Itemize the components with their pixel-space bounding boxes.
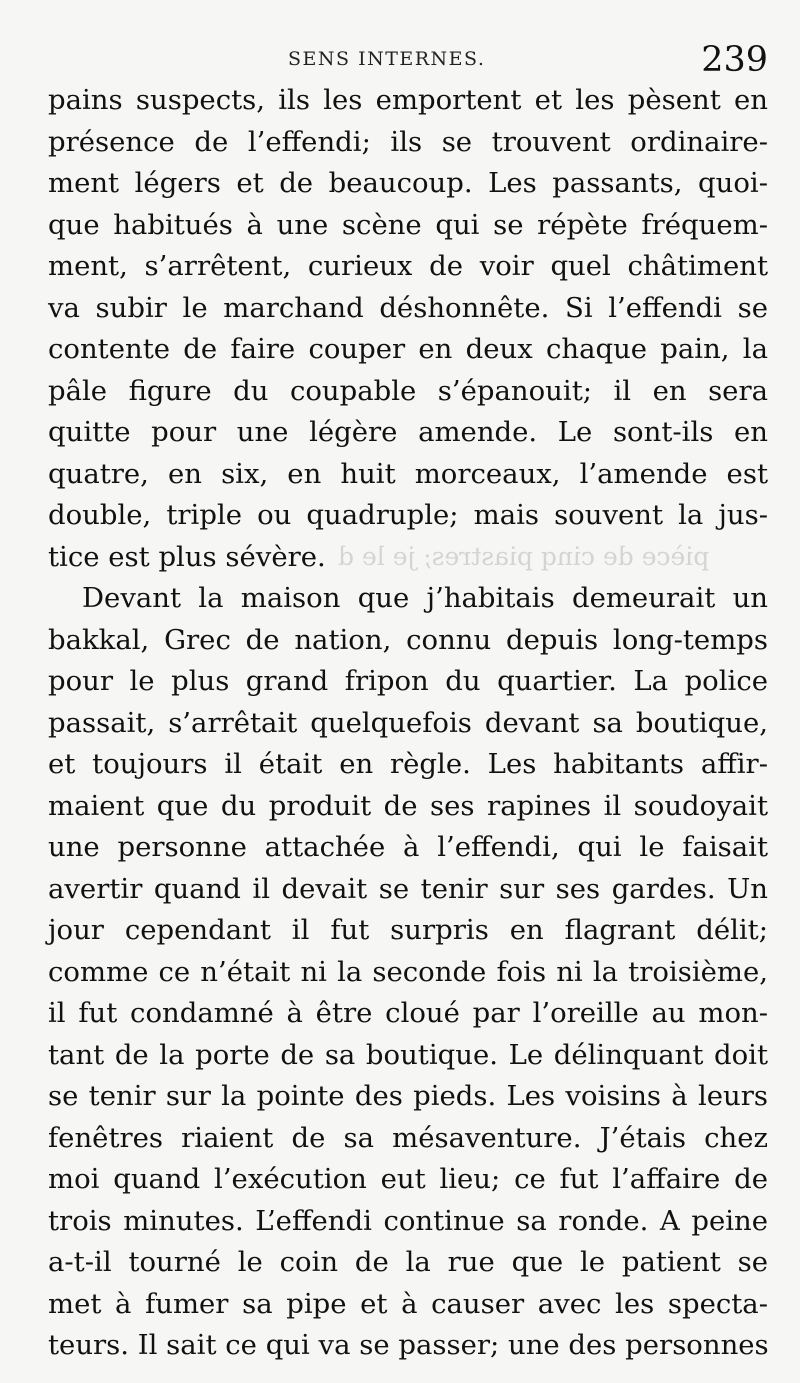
show-through-text: pièce de cinq piastres; je le d	[338, 542, 710, 571]
text-line: se tenir sur la pointe des pieds. Les voisins à leurs	[48, 1080, 768, 1112]
text-line: va subir le marchand déshonnête. Si l’effendi se	[48, 291, 768, 324]
text-line: présence de l’effendi; ils se trouvent ordinaire-	[48, 125, 768, 158]
text-line: trois minutes. L’effendi continue sa ronde. A peine	[48, 1204, 768, 1237]
text-line: avertir quand il devait se tenir sur ses gardes. Un	[48, 872, 768, 905]
text-line: passait, s’arrêtait quelquefois devant sa boutique,	[48, 706, 768, 739]
text-line: fenêtres riaient de sa mésaventure. J’étais chez	[48, 1121, 768, 1154]
text-line: que habitués à une scène qui se répète fréquem-	[48, 208, 768, 241]
body-text	[48, 80, 768, 1367]
page-number: 239	[701, 40, 768, 80]
text-line: moi quand l’exécution eut lieu; ce fut l’affaire de	[48, 1163, 768, 1195]
text-line: tant de la porte de sa boutique. Le délinquant doit	[48, 1038, 768, 1071]
paragraph-start-line: Devant la maison que j’habitais demeurait un	[82, 582, 768, 614]
text-line: maient que du produit de ses rapines il soudoyait	[48, 789, 768, 822]
text-line: comme ce n’était ni la seconde fois ni la troisième,	[48, 955, 768, 988]
text-line: contente de faire couper en deux chaque pain, la	[48, 333, 768, 365]
text-line: met à fumer sa pipe et à causer avec les specta-	[48, 1287, 768, 1320]
text-line: quatre, en six, en huit morceaux, l’amende est	[48, 457, 768, 490]
page-header	[0, 40, 800, 84]
text-line: pains suspects, ils les emportent et les pèsent en	[48, 84, 768, 116]
text-line: ment, s’arrêtent, curieux de voir quel châtiment	[48, 250, 768, 282]
text-line: quitte pour une légère amende. Le sont-ils en	[48, 416, 768, 448]
text-line: bakkal, Grec de nation, connu depuis long-temps	[48, 623, 768, 656]
text-line: il fut condamné à être cloué par l’oreille au mon-	[48, 997, 768, 1029]
text-line: a-t-il tourné le coin de la rue que le patient se	[48, 1246, 768, 1278]
text-line: double, triple ou quadruple; mais souvent la jus-	[48, 499, 768, 531]
text-line: ment légers et de beaucoup. Les passants, quoi-	[48, 167, 768, 199]
text-line: pour le plus grand fripon du quartier. La police	[48, 665, 768, 697]
text-line: pâle figure du coupable s’épanouit; il en sera	[48, 374, 768, 407]
text-line: teurs. Il sait ce qui va se passer; une des personnes	[48, 1329, 769, 1361]
running-head: SENS INTERNES.	[288, 48, 486, 70]
text-line: une personne attachée à l’effendi, qui le faisait	[48, 831, 768, 863]
text-line: jour cependant il fut surpris en flagrant délit;	[48, 914, 768, 946]
paragraph-end-line: tice est plus sévère.	[48, 540, 326, 573]
text-line: et toujours il était en règle. Les habitants affir-	[48, 748, 768, 780]
